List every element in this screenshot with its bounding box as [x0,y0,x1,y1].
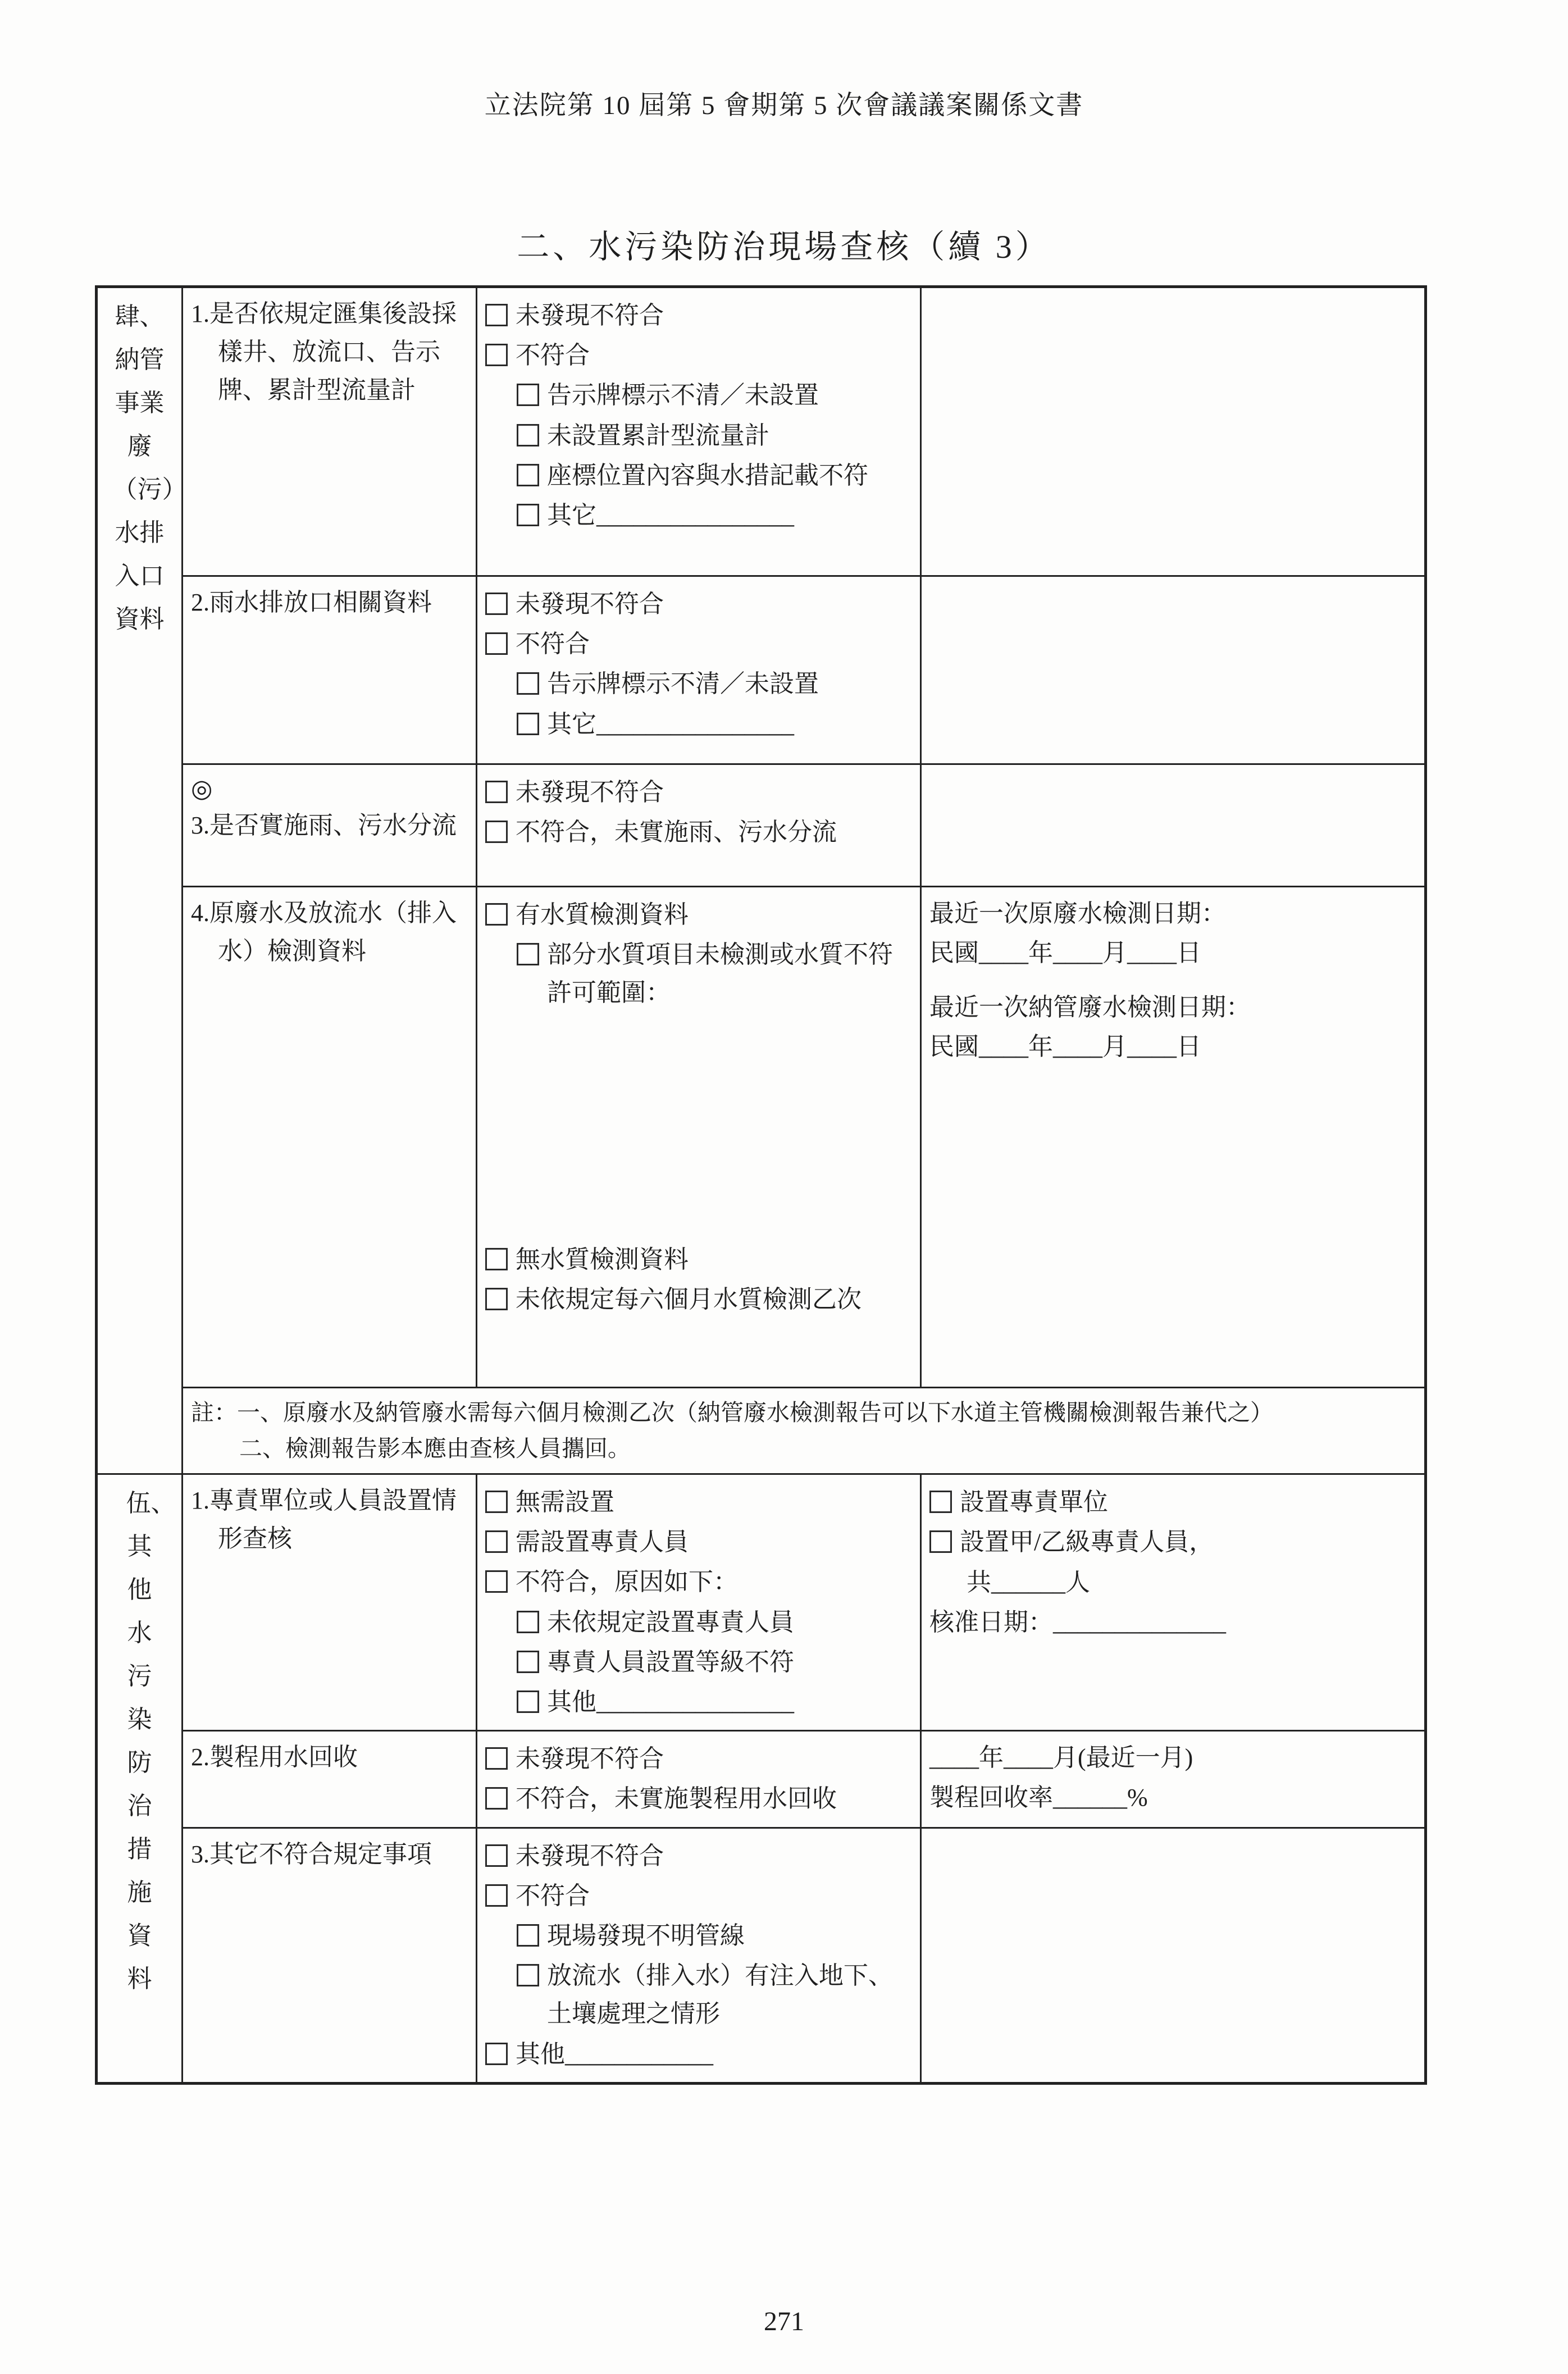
checkbox[interactable] [517,713,539,735]
section4-note-row [97,1388,1426,1474]
section5-row3 [97,1828,1426,2083]
s4-item1-title: 1.是否依規定匯集後設採樣井、放流口、告示牌、累計型流量計 [191,300,457,404]
option-label: 未發現不符合 [516,302,664,329]
s5-item1-unit-info [921,1474,1426,1731]
checkbox[interactable] [485,2043,508,2065]
s4-note-cell [183,1388,1426,1474]
option-row [485,1281,912,1319]
option-row [485,1523,912,1561]
option-label: 未依規定設置專責人員 [547,1608,794,1636]
page-number: 271 [764,2307,804,2336]
option-row [485,1483,912,1521]
s4-item2-title: 2.雨水排放口相關資料 [191,589,432,616]
checkbox[interactable] [485,1491,508,1513]
option-row [485,585,912,623]
option-label: 未發現不符合 [516,590,664,618]
section4-label: 肆、納管事業廢（污）水排入口資料 [112,303,187,633]
s5-item3-title-cell [183,1828,477,2083]
option-label: 設置專責單位 [960,1488,1108,1516]
s4-item3-options [477,764,921,887]
checkbox[interactable] [485,1248,508,1270]
approval-date-fill-line: 核准日期：______________ [929,1608,1226,1636]
option-label: 現場發現不明管線 [547,1921,745,1949]
option-row [517,417,912,455]
option-row [485,813,912,851]
s5-item2-recycle-rate [921,1731,1426,1828]
section4-label-cell [97,287,187,1474]
s4-item3-title: 3.是否實施雨、污水分流 [191,811,457,839]
s4-item4-title: 4.原廢水及放流水（排入水）檢測資料 [191,899,457,965]
option-label: 部分水質項目未檢測或水質不符許可範圍： [547,941,893,1007]
s4-item2-remarks [921,576,1426,764]
write-in-space [485,1014,912,1239]
section5-label: 伍、其他水污染防治措施資料 [126,1489,176,1993]
s5-item3-title: 3.其它不符合規定事項 [191,1840,432,1868]
form-title: 二、水污染防治現場查核（續 3） [517,229,1051,265]
document-header: 立法院第 10 屆第 5 會期第 5 次會議議案關係文書 [484,91,1084,120]
s5-item1-options [477,1474,921,1731]
s4-item3-remarks [921,764,1426,887]
checkbox[interactable] [485,1787,508,1810]
option-label: 其它________________ [547,501,794,529]
option-label: 放流水（排入水）有注入地下、土壤處理之情形 [547,1962,893,2028]
section5-row2 [97,1731,1426,1828]
option-row [485,336,912,375]
s4-item3-title-cell [183,764,477,887]
checkbox[interactable] [517,1651,539,1673]
s5-item2-title: 2.製程用水回收 [191,1743,358,1771]
option-row [517,705,912,744]
option-row [485,1877,912,1915]
option-row [929,1523,1416,1561]
checkbox[interactable] [485,903,508,926]
option-label: 無水質檢測資料 [516,1245,689,1273]
option-row [485,1740,912,1778]
option-row [485,297,912,335]
checkbox[interactable] [517,424,539,446]
note-line-2: 二、檢測報告影本應由查核人員攜回。 [239,1435,631,1461]
option-label: 不符合，未實施雨、污水分流 [516,818,837,846]
section4-row3 [97,764,1426,887]
checkbox[interactable] [485,1570,508,1593]
option-row [485,625,912,663]
option-label: 有水質檢測資料 [516,901,689,928]
option-label: 未設置累計型流量計 [547,421,769,449]
note-line-1: 註：一、原廢水及納管廢水需每六個月檢測乙次（納管廢水檢測報告可以下水道主管機關檢測報告兼代之） [191,1400,1273,1425]
option-label: 不符合 [516,630,590,658]
s4-item1-remarks [921,287,1426,576]
option-label: 不符合，原因如下： [516,1568,738,1596]
s5-item3-remarks [921,1828,1426,2083]
inspection-form-table [95,285,1427,2085]
option-row [485,773,912,812]
checkbox[interactable] [929,1491,952,1513]
option-row [485,1241,912,1279]
section4-row1 [97,287,1426,576]
s5-item2-title-cell [183,1731,477,1828]
date-fill-line: 民國____年____月____日 [929,939,1201,967]
month-fill-line: ____年____月(最近一月) [929,1744,1193,1772]
s4-item4-test-dates [921,887,1426,1388]
option-row [517,665,912,703]
checkbox[interactable] [517,1964,539,1986]
date-label: 最近一次原廢水檢測日期： [929,900,1226,927]
checkbox[interactable] [517,384,539,406]
checkbox[interactable] [485,1288,508,1310]
double-circle-marker: ◎ [191,775,213,803]
checkbox[interactable] [485,344,508,366]
s5-item3-options [477,1828,921,2083]
option-row [517,1603,912,1642]
s5-item1-title: 1.專責單位或人員設置情形查核 [191,1487,457,1553]
checkbox[interactable] [485,304,508,326]
recycle-rate-fill-line: 製程回收率______% [929,1783,1148,1811]
checkbox[interactable] [517,1690,539,1713]
s4-item1-options [477,287,921,576]
checkbox[interactable] [517,1924,539,1947]
checkbox[interactable] [517,943,539,965]
option-label: 無需設置 [516,1488,614,1516]
date-label: 最近一次納管廢水檢測日期： [929,993,1251,1021]
s4-item4-title-cell [183,887,477,1388]
checkbox[interactable] [485,593,508,615]
option-row [517,1957,912,2033]
checkbox[interactable] [485,821,508,843]
s5-item2-options [477,1731,921,1828]
s4-item2-title-cell [183,576,477,764]
option-label: 未發現不符合 [516,1842,664,1870]
option-label: 需設置專責人員 [516,1528,689,1556]
option-label: 未依規定每六個月水質檢測乙次 [516,1285,862,1313]
option-row [517,1683,912,1721]
option-row [517,1917,912,1955]
option-row [517,457,912,495]
checkbox[interactable] [485,1844,508,1867]
checkbox[interactable] [929,1530,952,1553]
option-label: 不符合，未實施製程用水回收 [516,1785,837,1813]
checkbox[interactable] [517,672,539,695]
checkbox[interactable] [485,1884,508,1907]
option-row [485,1563,912,1601]
option-label: 未發現不符合 [516,778,664,806]
section5-row1 [97,1474,1426,1731]
option-row [517,936,912,1012]
option-row [485,896,912,934]
section4-row4 [97,887,1426,1388]
checkbox[interactable] [517,1611,539,1633]
option-label: 其它________________ [547,710,794,738]
checkbox[interactable] [485,781,508,803]
s4-item1-title-cell [183,287,477,576]
date-fill-line: 民國____年____月____日 [929,1033,1201,1061]
option-label: 專責人員設置等級不符 [547,1648,794,1676]
option-row [485,1837,912,1875]
option-label: 其他____________ [516,2040,713,2068]
option-label: 未發現不符合 [516,1745,664,1773]
section4-row2 [97,576,1426,764]
checkbox[interactable] [485,1747,508,1770]
section5-label-cell [97,1474,183,2084]
option-label: 不符合 [516,341,590,370]
option-label: 其他________________ [547,1688,794,1716]
checkbox[interactable] [485,1530,508,1553]
option-label: 座標位置內容與水措記載不符 [547,461,868,489]
s4-item4-options [477,887,921,1388]
checkbox[interactable] [517,464,539,486]
s5-item1-title-cell [183,1474,477,1731]
s4-item2-options [477,576,921,764]
checkbox[interactable] [485,632,508,655]
option-row [517,1643,912,1682]
option-row [517,496,912,535]
option-label: 告示牌標示不清／未設置 [547,381,819,409]
option-label: 設置甲/乙級專責人員， [960,1528,1214,1556]
checkbox[interactable] [517,504,539,526]
option-label: 不符合 [516,1881,590,1910]
headcount-fill-line: 共______人 [967,1569,1090,1597]
option-row [485,2035,912,2074]
option-row [485,1780,912,1818]
option-row [929,1483,1416,1521]
option-row [517,376,912,414]
option-label: 告示牌標示不清／未設置 [547,670,819,698]
